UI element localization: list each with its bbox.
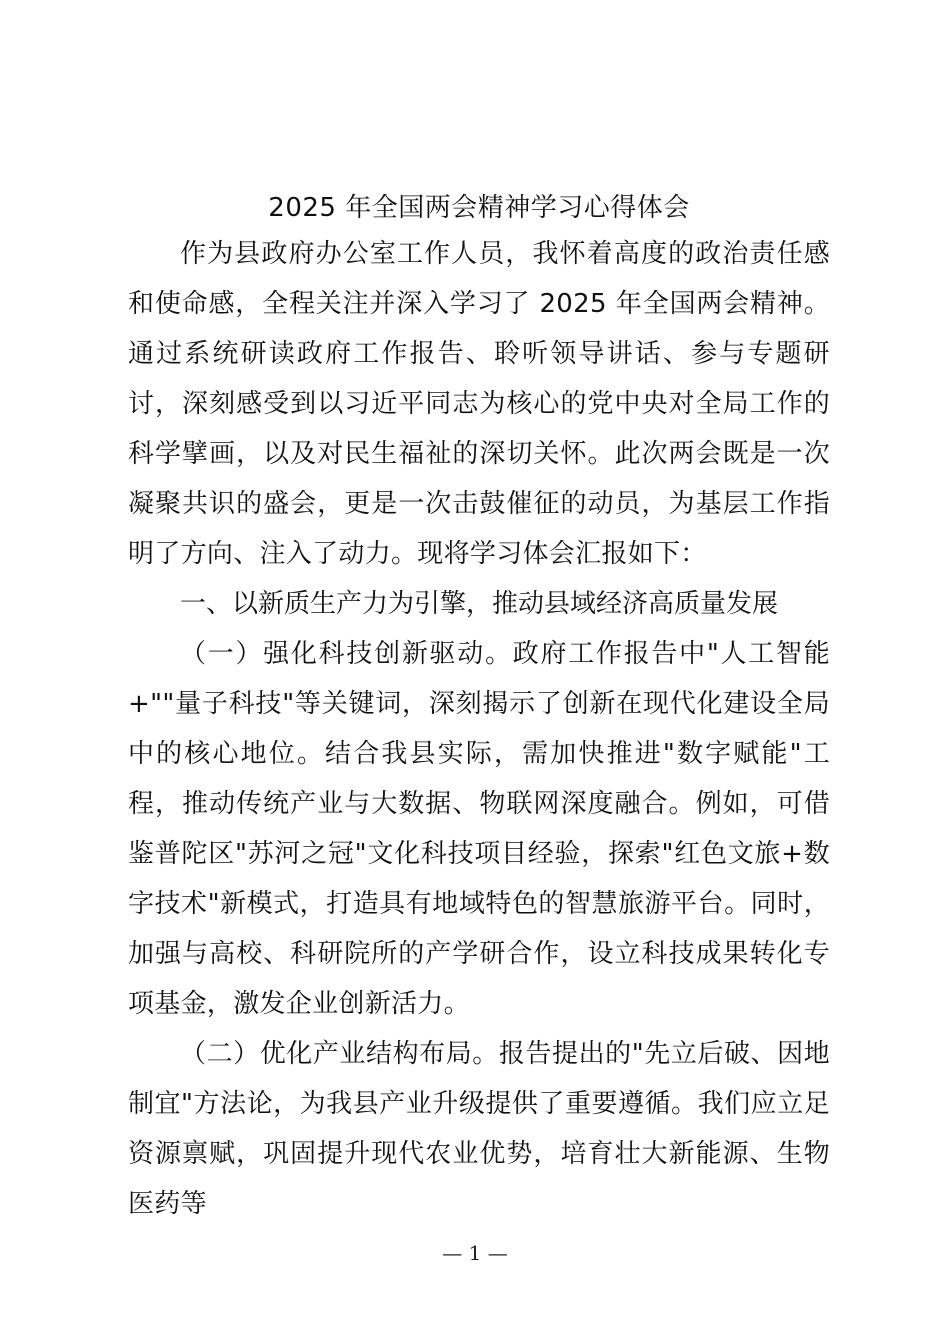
section-heading: 一、以新质生产力为引擎，推动县域经济高质量发展 [180,589,779,619]
paragraph-tech-innovation: （一）强化科技创新驱动。政府工作报告中"人工智能+""量子科技"等关键词，深刻揭示了创新在现代化建设全局中的核心地位。结合我县实际，需加快推进"数字赋能"工程，推动传统产业与大数据、物联网深度融合。例如，可借鉴普陀区"苏河之冠"文化科技项目经验，探索"红色文旅+数字技术"新模式，打造具有地域特色的智慧旅游平台。同时，加强与高校、科研院所的产学研合作，设立科技成果转化专项基金，激发企业创新活力。 [128,639,830,1019]
document-title: 2025 年全国两会精神学习心得体会 [268,193,690,223]
document-body [128,229,830,1229]
page-number: — 1 — [442,1241,508,1265]
paragraph-industry-structure: （二）优化产业结构布局。报告提出的"先立后破、因地制宜"方法论，为我县产业升级提供了重要遵循。我们应立足资源禀赋，巩固提升现代农业优势，培育壮大新能源、生物医药等 [128,1039,830,1219]
intro-paragraph: 作为县政府办公室工作人员，我怀着高度的政治责任感和使命感，全程关注并深入学习了 2025 年全国两会精神。通过系统研读政府工作报告、聆听领导讲话、参与专题研讨，深刻感受到以习近平同志为核心的党中央对全局工作的科学擘画，以及对民生福祉的深切关怀。此次两会既是一次凝聚共识的盛会，更是一次击鼓催征的动员，为基层工作指明了方向、注入了动力。现将学习体会汇报如下： [128,239,830,569]
